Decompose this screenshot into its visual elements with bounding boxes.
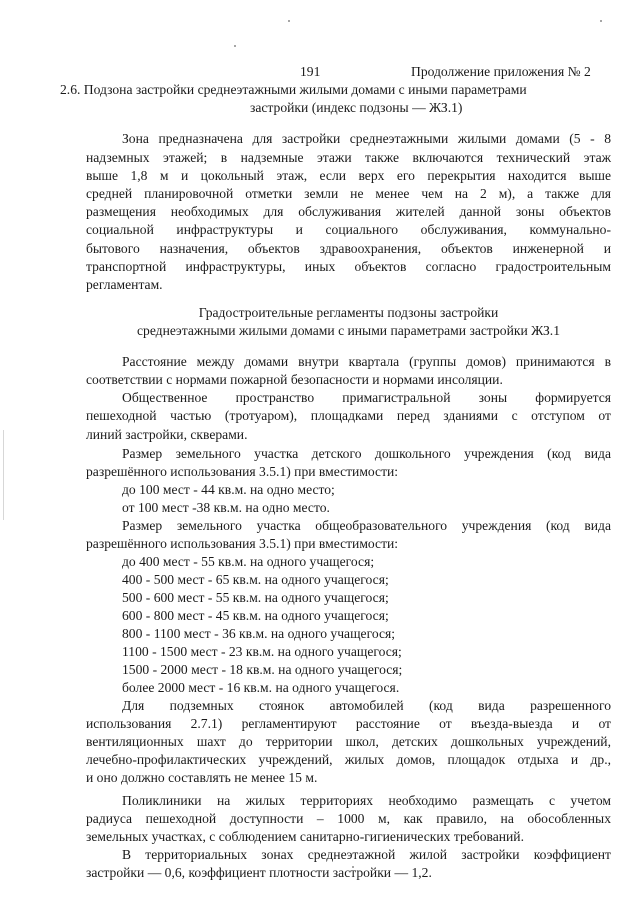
scan-speck	[288, 20, 290, 22]
text-line: линий застройки, скверами.	[86, 427, 248, 442]
text-line: вентиляционных шахт до территории школ, детских дошкольных учреждений,	[86, 734, 611, 749]
text-line: выше 1,8 м и цокольный этаж, если верх его перекрытия находится выше	[86, 168, 611, 183]
regulations-heading-line2: среднеэтажными жилыми домами с иными параметрами застройки ЖЗ.1	[136, 323, 560, 338]
text-line: надземных этажей; в надземные этажи также включаются технический этаж	[86, 150, 611, 165]
text-line: и оно должно составлять не менее 15 м.	[86, 770, 318, 785]
text-line: транспортной инфраструктуры, иных объектов согласно градостроительным	[86, 259, 611, 274]
text-line: размещения необходимых для обслуживания жителей данной зоны объектов	[86, 204, 611, 219]
section-title-line1: 2.6. Подзона застройки среднеэтажными жилыми домами с иными параметрами	[60, 82, 527, 97]
text-line: лечебно-профилактических учреждений, жилых домов, площадок отдыха и др.,	[86, 752, 611, 767]
list-item: от 100 мест -38 кв.м. на одно место.	[122, 500, 330, 515]
text-line: регламентам.	[86, 277, 163, 292]
text-line: Размер земельного участка общеобразовательного учреждения (код вида	[122, 518, 611, 533]
text-line: соответствии с нормами пожарной безопасности и нормами инсоляции.	[86, 372, 503, 387]
list-item: 1100 - 1500 мест - 23 кв.м. на одного учащегося;	[122, 644, 402, 659]
list-item: до 400 мест - 55 кв.м. на одного учащегося;	[122, 554, 375, 569]
text-line: бытового назначения, объектов здравоохранения, объектов инженерной и	[86, 241, 611, 256]
text-line: социальной инфраструктуры и социального обслуживания, коммунально-	[86, 222, 611, 237]
text-line: разрешённого использования 3.5.1) при вместимости:	[86, 536, 399, 551]
list-item: 1500 - 2000 мест - 18 кв.м. на одного учащегося;	[122, 662, 403, 677]
text-line: пешеходной частью (тротуаром), площадками перед зданиями с отступом от	[86, 408, 611, 423]
scan-edge-shadow	[3, 430, 4, 520]
text-line: Зона предназначена для застройки среднеэтажными жилыми домами (5 - 8	[122, 131, 611, 146]
text-line: Общественное пространство примагистральной зоны формируется	[122, 390, 611, 405]
text-line: Для подземных стоянок автомобилей (код вида разрешенного	[122, 698, 611, 713]
text-line: Поликлиники на жилых территориях необходимо размещать с учетом	[122, 793, 611, 808]
list-item: 400 - 500 мест - 65 кв.м. на одного учащегося;	[122, 572, 389, 587]
scan-speck	[234, 45, 236, 47]
list-item: до 100 мест - 44 кв.м. на одно место;	[122, 482, 335, 497]
list-item: более 2000 мест - 16 кв.м. на одного учащегося.	[122, 680, 400, 695]
text-line: разрешённого использования 3.5.1) при вместимости:	[86, 464, 399, 479]
scan-speck	[600, 20, 602, 22]
section-title-line2: застройки (индекс подзоны — ЖЗ.1)	[250, 100, 463, 115]
text-line: Размер земельного участка детского дошкольного учреждения (код вида	[122, 446, 611, 461]
text-line: земельных участках, с соблюдением санитарно-гигиенических требований.	[86, 829, 524, 844]
text-line: В территориальных зонах среднеэтажной жилой застройки коэффициент	[122, 847, 611, 862]
text-line: застройки — 0,6, коэффициент плотности застройки — 1,2.	[86, 865, 432, 880]
text-line: Расстояние между домами внутри квартала (группы домов) принимаются в	[122, 354, 611, 369]
list-item: 500 - 600 мест - 55 кв.м. на одного учащегося;	[122, 590, 389, 605]
text-line: использования 2.7.1) регламентируют расстояние от въезда-выезда и от	[86, 716, 611, 731]
appendix-label: Продолжение приложения № 2	[411, 64, 591, 79]
regulations-heading-line1: Градостроительные регламенты подзоны застройки	[198, 305, 499, 320]
text-line: радиуса пешеходной доступности – 1000 м, как правило, на обособленных	[86, 811, 611, 826]
page-number: 191	[300, 64, 321, 79]
list-item: 800 - 1100 мест - 36 кв.м. на одного учащегося;	[122, 626, 396, 641]
text-line: средней планировочной отметки земли не менее чем на 2 м), а также для	[86, 186, 611, 201]
list-item: 600 - 800 мест - 45 кв.м. на одного учащегося;	[122, 608, 389, 623]
